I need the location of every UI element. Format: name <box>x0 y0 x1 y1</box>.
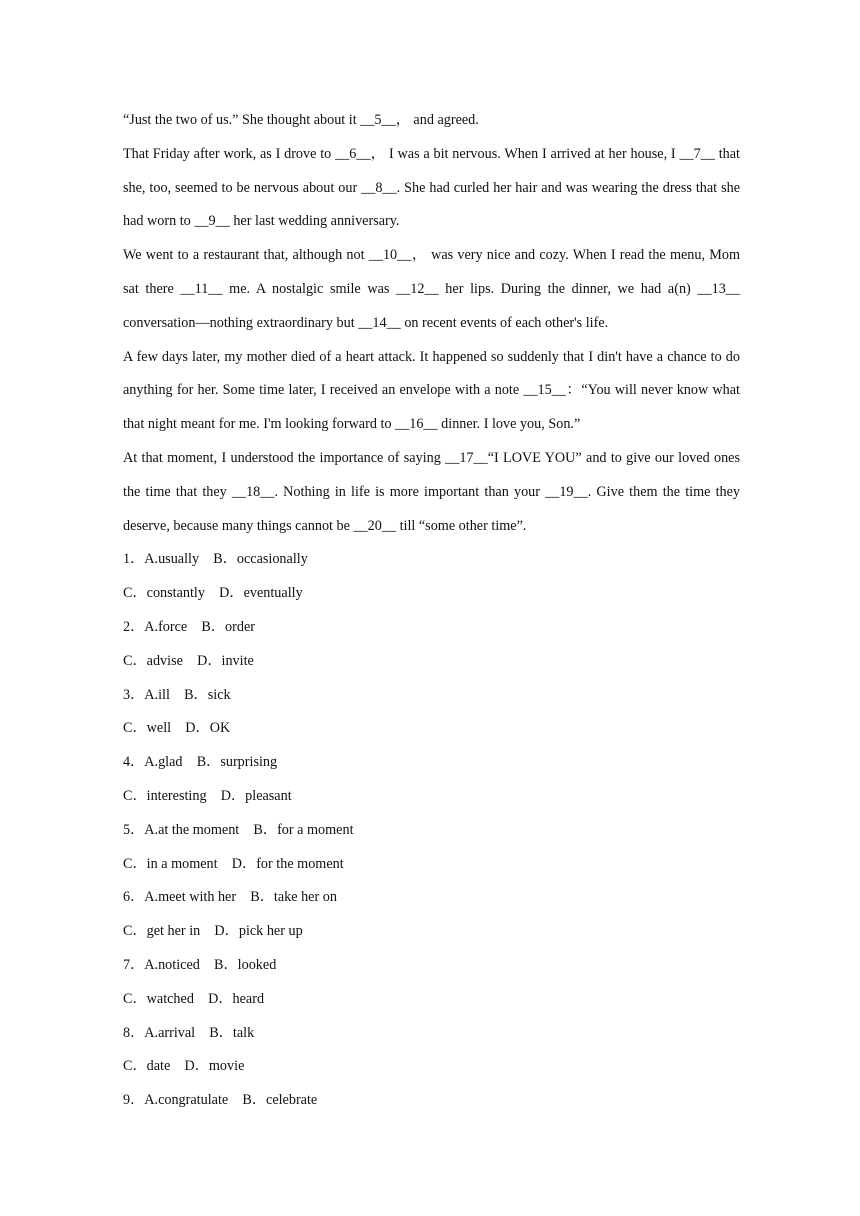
passage-paragraph: That Friday after work, as I drove to __6__， I was a bit nervous. When I arrived at her house, I __7__ that she, too, seemed to be nervous about our __8__. She had curled her hair and was wearing the dress that she had worn to __9__ her last wedding anniversary. <box>123 145 740 230</box>
passage-paragraph: A few days later, my mother died of a heart attack. It happened so suddenly that I din't have a chance to do anything for her. Some time later, I received an envelope with a note __15__：“You will never know what that night meant for me. I'm looking forward to __16__ dinner. I love you, Son.” <box>123 348 740 433</box>
answer-options <box>123 543 740 1118</box>
passage-paragraph: At that moment, I understood the importance of saying __17__“I LOVE YOU” and to give our loved ones the time that they __18__. Nothing in life is more important than your __19__. Give them the time they deserve, because many things cannot be __20__ till “some other time”. <box>123 449 740 534</box>
option-line: 1．A.usually B．occasionally <box>123 551 308 568</box>
option-line: C．date D．movie <box>123 1058 245 1075</box>
passage-paragraph: “Just the two of us.” She thought about it __5__， and agreed. <box>123 112 479 128</box>
option-line: 2．A.force B．order <box>123 618 255 635</box>
option-line: 6．A.meet with her B．take her on <box>123 889 337 906</box>
passage-paragraph: We went to a restaurant that, although not __10__， was very nice and cozy. When I read the menu, Mom sat there __11__ me. A nostalgic smile was __12__ her lips. During the dinner, we had a(n) __13__ conversation—nothing extraordinary but __14__ on recent events of each other's life. <box>123 247 740 331</box>
option-line: 9．A.congratulate B．celebrate <box>123 1092 318 1109</box>
option-line: 8．A.arrival B．talk <box>123 1024 255 1041</box>
option-line: C．constantly D．eventually <box>123 585 303 602</box>
document-page <box>123 104 740 1118</box>
option-line: C．interesting D．pleasant <box>123 787 292 804</box>
option-line: C．in a moment D．for the moment <box>123 855 344 872</box>
option-line: C．get her in D．pick her up <box>123 923 303 940</box>
option-line: 3．A.ill B．sick <box>123 686 231 703</box>
option-line: 5．A.at the moment B．for a moment <box>123 821 354 838</box>
option-line: C．watched D．heard <box>123 990 265 1007</box>
option-line: C．advise D．invite <box>123 652 254 669</box>
option-line: 4．A.glad B．surprising <box>123 754 278 771</box>
option-line: 7．A.noticed B．looked <box>123 956 277 973</box>
option-line: C．well D．OK <box>123 720 231 737</box>
